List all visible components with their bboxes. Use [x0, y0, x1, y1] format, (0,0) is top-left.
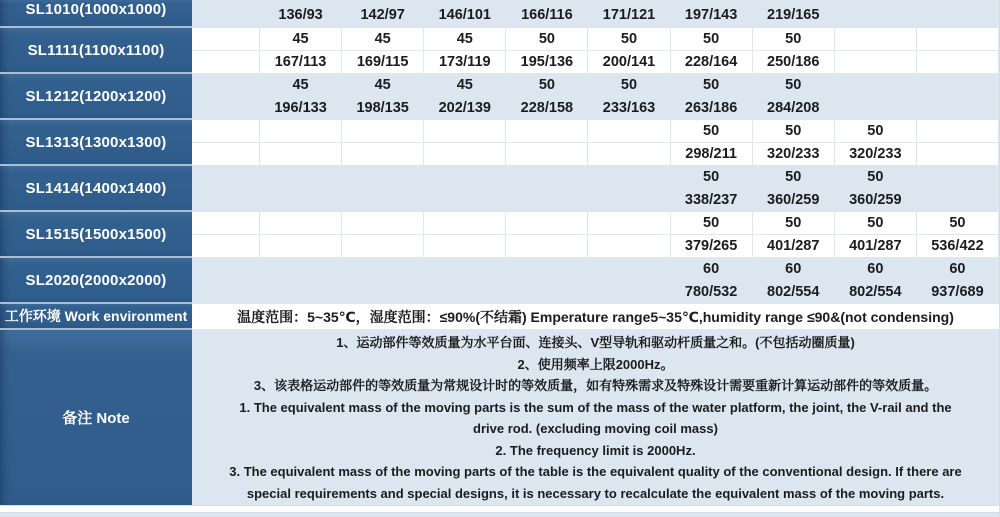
spec-sub-row [192, 258, 999, 281]
model-row [0, 258, 999, 304]
spec-sub-row [192, 74, 999, 97]
spec-cell: 228/158 [506, 97, 588, 120]
note-line: 2. The frequency limit is 2000Hz. [495, 442, 696, 458]
spec-cell: 50 [753, 166, 835, 189]
spec-sub-row [192, 143, 999, 166]
spec-cell [835, 74, 917, 97]
model-header: SL2020(2000x2000) [0, 258, 192, 304]
spec-cell: 50 [753, 120, 835, 143]
spec-sub-row [192, 3, 999, 28]
spec-cell: 802/554 [753, 281, 835, 304]
spec-cell [917, 28, 999, 51]
spec-cell [917, 51, 999, 74]
spec-cell [260, 235, 342, 258]
spec-cell [588, 189, 670, 212]
spec-cell [424, 166, 506, 189]
gap-cell [192, 281, 260, 304]
spec-cell [424, 189, 506, 212]
spec-cell: 50 [835, 212, 917, 235]
model-row [0, 74, 999, 120]
model-row [0, 120, 999, 166]
spec-cell: 50 [671, 74, 753, 97]
note-line: special requirements and special designs, it is necessary to recalculate the equivalent mass of the moving parts. [246, 485, 945, 501]
spec-cell: 780/532 [671, 281, 753, 304]
spec-cell [917, 166, 999, 189]
spec-cell [917, 74, 999, 97]
work-environment-label: 工作环境 Work environment [0, 304, 192, 330]
model-values [192, 28, 999, 74]
spec-cell [260, 189, 342, 212]
spec-cell: 60 [835, 258, 917, 281]
spec-cell: 50 [506, 74, 588, 97]
spec-cell: 142/97 [342, 3, 424, 28]
spec-cell [506, 235, 588, 258]
spec-cell: 50 [588, 74, 670, 97]
spec-cell [588, 258, 670, 281]
spec-cell: 338/237 [671, 189, 753, 212]
spec-cell [588, 143, 670, 166]
spec-cell: 173/119 [424, 51, 506, 74]
gap-cell [192, 258, 260, 281]
work-environment-content: 温度范围：5~35℃，湿度范围：≤90%(不结霜) Emperature range5~35℃,humidity range ≤90&(not condensing) [192, 304, 999, 330]
spec-cell [424, 258, 506, 281]
gap-cell [192, 3, 260, 28]
spec-cell [342, 258, 424, 281]
bottom-partial-row [0, 512, 999, 517]
spec-cell [260, 281, 342, 304]
spec-cell [260, 143, 342, 166]
spec-sub-row [192, 97, 999, 120]
spec-cell: 45 [260, 74, 342, 97]
gap-cell [192, 212, 260, 235]
spec-cell [424, 143, 506, 166]
spec-cell [260, 212, 342, 235]
spec-sub-row [192, 28, 999, 51]
note-row [0, 330, 999, 505]
model-row [0, 212, 999, 258]
spec-cell: 202/139 [424, 97, 506, 120]
note-line: 1、运动部件等效质量为水平台面、连接头、V型导轨和驱动杆质量之和。(不包括动圈质量) [336, 335, 855, 350]
spec-cell: 45 [424, 28, 506, 51]
model-header: SL1313(1300x1300) [0, 120, 192, 166]
spec-cell [342, 120, 424, 143]
spec-cell: 171/121 [588, 3, 670, 28]
spec-cell: 60 [671, 258, 753, 281]
spec-sub-row [192, 281, 999, 304]
spec-cell: 536/422 [917, 235, 999, 258]
gap-cell [192, 51, 260, 74]
spec-cell [588, 235, 670, 258]
spec-cell: 360/259 [753, 189, 835, 212]
spec-cell: 169/115 [342, 51, 424, 74]
spec-cell: 167/113 [260, 51, 342, 74]
spec-cell: 50 [671, 212, 753, 235]
spec-sub-row [192, 51, 999, 74]
spec-sub-row [192, 189, 999, 212]
spec-cell [588, 281, 670, 304]
spec-cell [342, 189, 424, 212]
model-values [192, 0, 999, 28]
gap-cell [192, 120, 260, 143]
spec-cell: 60 [917, 258, 999, 281]
spec-cell: 200/141 [588, 51, 670, 74]
spec-cell: 401/287 [753, 235, 835, 258]
spec-cell: 50 [753, 74, 835, 97]
note-line: 3. The equivalent mass of the moving parts of the table is the equivalent quality of the conventional design. If there are [229, 464, 962, 479]
spec-cell [342, 212, 424, 235]
spec-cell [835, 3, 917, 28]
spec-sub-row [192, 166, 999, 189]
spec-cell: 166/116 [506, 3, 588, 28]
spec-cell: 60 [753, 258, 835, 281]
gap-cell [192, 74, 260, 97]
model-row [0, 166, 999, 212]
model-values [192, 258, 999, 304]
model-header: SL1010(1000x1000) [0, 0, 192, 28]
spec-cell [506, 166, 588, 189]
spec-cell [917, 143, 999, 166]
spec-cell [506, 212, 588, 235]
spec-cell: 50 [835, 166, 917, 189]
note-line: 2、使用频率上限2000Hz。 [517, 356, 674, 372]
spec-cell: 263/186 [671, 97, 753, 120]
spec-cell [342, 235, 424, 258]
spec-cell: 146/101 [424, 3, 506, 28]
spec-cell: 45 [342, 74, 424, 97]
spec-cell: 196/133 [260, 97, 342, 120]
spec-cell [835, 28, 917, 51]
spec-cell [424, 281, 506, 304]
spec-cell [342, 143, 424, 166]
model-header: SL1212(1200x1200) [0, 74, 192, 120]
model-values [192, 74, 999, 120]
spec-cell: 50 [917, 212, 999, 235]
spec-cell: 50 [753, 212, 835, 235]
spec-cell: 401/287 [835, 235, 917, 258]
model-values [192, 212, 999, 258]
spec-sub-row [192, 212, 999, 235]
spec-cell [835, 97, 917, 120]
note-label: 备注 Note [0, 330, 192, 505]
model-row [0, 0, 999, 28]
model-header: SL1515(1500x1500) [0, 212, 192, 258]
spec-cell [917, 97, 999, 120]
spec-cell [260, 166, 342, 189]
spec-sub-row [192, 235, 999, 258]
spec-cell [506, 120, 588, 143]
spec-cell [588, 212, 670, 235]
spec-cell [917, 3, 999, 28]
model-header: SL1414(1400x1400) [0, 166, 192, 212]
spec-cell [342, 166, 424, 189]
spec-cell: 136/93 [260, 3, 342, 28]
note-content [192, 330, 999, 505]
spec-cell [342, 281, 424, 304]
model-header: SL1111(1100x1100) [0, 28, 192, 74]
spec-cell: 50 [671, 28, 753, 51]
spec-cell: 219/165 [753, 3, 835, 28]
spec-cell [506, 281, 588, 304]
gap-cell [192, 28, 260, 51]
spec-cell [506, 143, 588, 166]
spec-cell [424, 120, 506, 143]
model-row [0, 28, 999, 74]
spec-cell [506, 189, 588, 212]
gap-cell [192, 189, 260, 212]
gap-cell [192, 166, 260, 189]
spec-cell [260, 120, 342, 143]
spec-cell: 937/689 [917, 281, 999, 304]
spec-cell: 50 [671, 166, 753, 189]
model-values [192, 120, 999, 166]
spec-sub-row [192, 120, 999, 143]
note-line: 1. The equivalent mass of the moving parts is the sum of the mass of the water platform, the joint, the V-rail and the [239, 399, 952, 415]
spec-cell [917, 120, 999, 143]
bottom-white-strip [0, 505, 999, 512]
spec-cell: 50 [835, 120, 917, 143]
note-line: 3、该表格运动部件的等效质量为常规设计时的等效质量，如有特殊需求及特殊设计需要重新计算运动部件的等效质量。 [253, 378, 938, 393]
gap-cell [192, 143, 260, 166]
spec-cell: 197/143 [671, 3, 753, 28]
spec-cell: 228/164 [671, 51, 753, 74]
spec-cell [835, 51, 917, 74]
spec-cell: 45 [342, 28, 424, 51]
spec-cell [917, 189, 999, 212]
spec-cell [424, 235, 506, 258]
spec-cell: 198/135 [342, 97, 424, 120]
note-line: drive rod. (excluding moving coil mass) [473, 421, 718, 436]
spec-cell: 320/233 [753, 143, 835, 166]
spec-cell: 195/136 [506, 51, 588, 74]
spec-cell: 50 [671, 120, 753, 143]
spec-cell [424, 212, 506, 235]
spec-cell: 298/211 [671, 143, 753, 166]
spec-cell: 320/233 [835, 143, 917, 166]
work-environment-row [0, 304, 999, 330]
spec-cell: 233/163 [588, 97, 670, 120]
gap-cell [192, 235, 260, 258]
spec-cell: 45 [260, 28, 342, 51]
spec-cell: 50 [753, 28, 835, 51]
spec-cell: 360/259 [835, 189, 917, 212]
spec-cell: 250/186 [753, 51, 835, 74]
spec-cell: 45 [424, 74, 506, 97]
spec-cell [260, 258, 342, 281]
spec-cell: 284/208 [753, 97, 835, 120]
gap-cell [192, 97, 260, 120]
spec-cell [506, 258, 588, 281]
model-values [192, 166, 999, 212]
spec-cell [588, 120, 670, 143]
spec-cell: 50 [506, 28, 588, 51]
spec-cell: 802/554 [835, 281, 917, 304]
spec-cell: 379/265 [671, 235, 753, 258]
spec-cell [588, 166, 670, 189]
spec-cell: 50 [588, 28, 670, 51]
